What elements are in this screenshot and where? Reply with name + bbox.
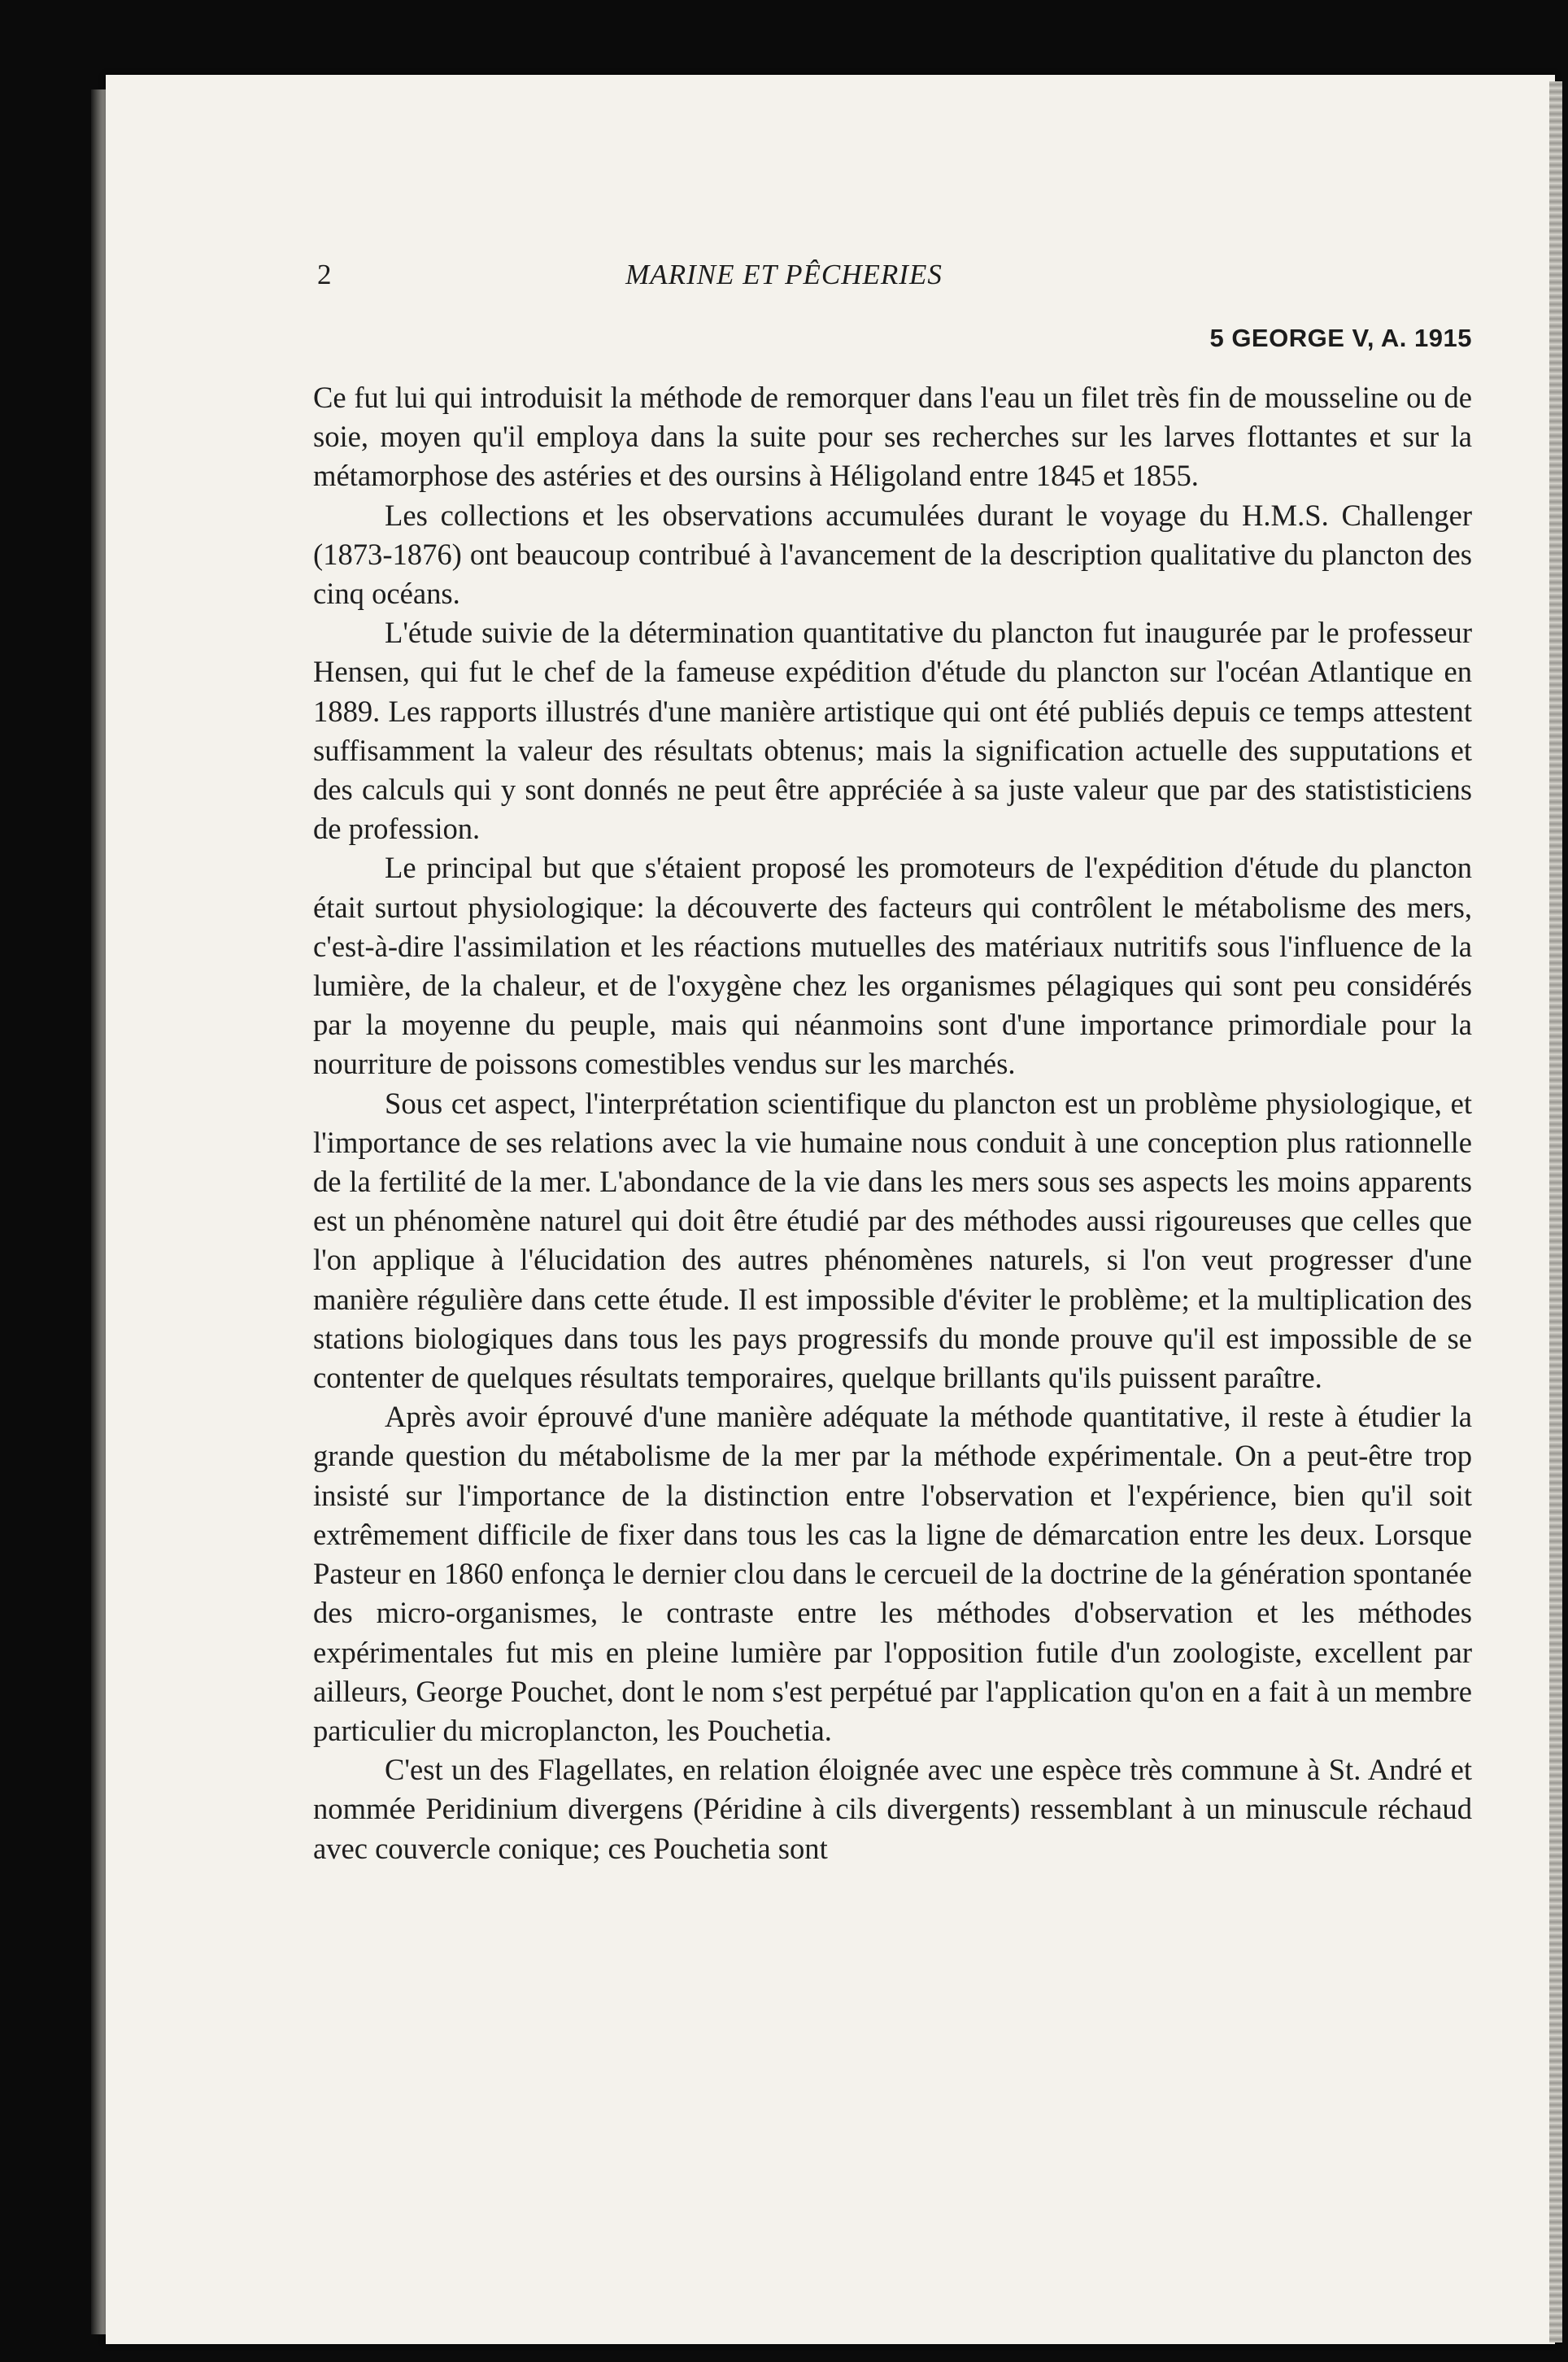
paragraph-6: Après avoir éprouvé d'une manière adéquate la méthode quantitative, il reste à étudier la grande question du métabolisme de la mer par la méthode expérimentale. On a peut-être trop insisté sur l'importance de la distinction entre l'observation et l'expérience, bien qu'il soit extrêmement difficile de fixer dans tous les cas la ligne de démarcation entre les deux. Lorsque Pasteur en 1860 enfonça le dernier clou dans le cercueil de la doctrine de la génération spontanée des micro-organismes, le contraste entre les méthodes d'observation et les méthodes expérimentales fut mis en pleine lumière par l'opposition futile d'un zoologiste, excellent par ailleurs, George Pouchet, dont le nom s'est perpétué par l'application qu'on en a fait à un membre particulier du microplancton, les Pouchetia. — [313, 1400, 1472, 1747]
paragraph-3: L'étude suivie de la détermination quantitative du plancton fut inaugurée par le professeur Hensen, qui fut le chef de la fameuse expédition d'étude du plancton sur l'océan Atlantique en 1889. Les rapports illustrés d'une manière artistique qui ont été publiés depuis ce temps attestent suffisamment la valeur des résultats obtenus; mais la signification actuelle des supputations et des calculs qui y sont donnés ne peut être appréciée à sa juste valeur que par des statististiciens de profession. — [313, 616, 1472, 846]
right-page-edge — [1549, 81, 1562, 2342]
running-title: MARINE ET PÊCHERIES — [625, 259, 943, 290]
paragraph-2: Les collections et les observations accumulées durant le voyage du H.M.S. Challenger (1873-1876) ont beaucoup contribué à l'avancement de la description qualitative du plancton des cinq océans. — [313, 498, 1472, 611]
session-reference: 5 GEORGE V, A. 1915 — [1209, 324, 1472, 352]
paragraph-7: C'est un des Flagellates, en relation éloignée avec une espèce très commune à St. André et nommée Peridinium divergens (Péridine à cils divergents) ressemblant à un minuscule réchaud avec couvercle conique; ces Pouchetia sont — [313, 1753, 1472, 1865]
paragraph-5: Sous cet aspect, l'interprétation scientifique du plancton est un problème physiologique, et l'importance de ses relations avec la vie humaine nous conduit à une conception plus rationnelle de la fertilité de la mer. L'abondance de la vie dans les mers sous ses aspects les moins apparents est un phénomène naturel qui doit être étudié par des méthodes aussi rigoureuses que celles que l'on applique à l'élucidation des autres phénomènes naturels, si l'on veut progresser d'une manière régulière dans cette étude. Il est impossible d'éviter le problème; et la multiplication des stations biologiques dans tous les pays progressifs du monde prouve qu'il est impossible de se contenter de quelques résultats temporaires, quelque brillants qu'ils puissent paraître. — [313, 1086, 1472, 1395]
running-head — [0, 259, 1568, 299]
body-text — [313, 378, 1472, 1868]
paragraph-4: Le principal but que s'étaient proposé les promoteurs de l'expédition d'étude du plancton était surtout physiologique: la découverte des facteurs qui contrôlent le métabolisme des mers, c'est-à-dire l'assimilation et les réactions mutuelles des matériaux nutritifs sous l'influence de la lumière, de la chaleur, et de l'oxygène chez les organismes pélagiques qui sont peu considérés par la moyenne du peuple, mais qui néanmoins sont d'une importance primordiale pour la nourriture de poissons comestibles vendus sur les marchés. — [313, 851, 1472, 1081]
page-number: 2 — [317, 259, 332, 290]
paragraph-1: Ce fut lui qui introduisit la méthode de remorquer dans l'eau un filet très fin de mousseline ou de soie, moyen qu'il employa dans la suite pour ses recherches sur les larves flottantes et sur la métamorphose des astéries et des oursins à Héligoland entre 1845 et 1855. — [313, 381, 1472, 493]
